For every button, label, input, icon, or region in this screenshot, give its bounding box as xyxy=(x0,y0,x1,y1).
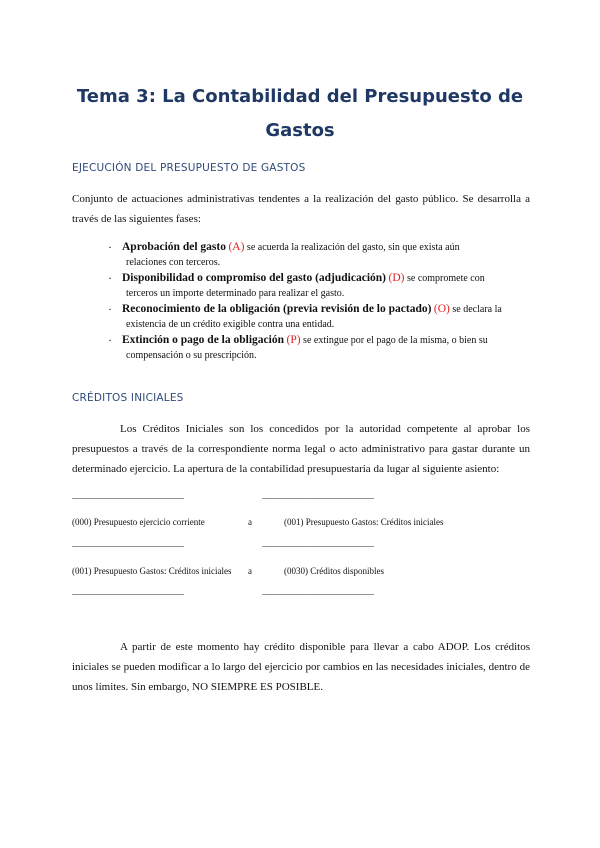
phase-desc: se declara la xyxy=(452,304,502,315)
list-item xyxy=(108,271,528,301)
phase-code: (O) xyxy=(433,303,450,315)
list-item xyxy=(108,302,528,332)
entry-debit: (000) Presupuesto ejercicio corriente xyxy=(72,517,205,527)
phase-desc-cont: compensación o su prescripción. xyxy=(126,350,257,361)
phase-term: Extinción o pago de la obligación xyxy=(122,334,284,346)
entry-separator: a xyxy=(248,566,252,576)
closing-paragraph: A partir de este momento hay crédito disponible para llevar a cabo ADOP. Los créditos iniciales se pueden modificar a lo largo del ejercicio por cambios en las necesidades iniciales, dentro de unos límites. Sin embargo, NO SIEMPRE ES POSIBLE. xyxy=(72,641,530,693)
phase-code: (P) xyxy=(286,334,301,346)
section-heading-creditos: CRÉDITOS INICIALES xyxy=(72,392,184,404)
phase-desc: se extingue por el pago de la misma, o bien su xyxy=(303,335,488,346)
entry-separator: a xyxy=(248,517,252,527)
separator-line: ------------------------------------------------------------- xyxy=(72,590,184,598)
phase-desc-cont: existencia de un crédito exigible contra una entidad. xyxy=(126,319,335,330)
creditos-paragraph: Los Créditos Iniciales son los concedidos por la autoridad competente al aprobar los presupuestos a través de la correspondiente norma legal o acto administrativo para gastar durante un determinado ejercicio. La apertura de la contabilidad presupuestaria da lugar al siguiente asiento: xyxy=(72,423,530,475)
phase-code: (D) xyxy=(388,272,405,284)
intro-paragraph: Conjunto de actuaciones administrativas tendentes a la realización del gasto público. Se desarrolla a través de las siguientes fases: xyxy=(72,193,530,225)
phase-term: Aprobación del gasto xyxy=(122,241,226,253)
phase-term: Reconocimiento de la obligación (previa revisión de lo pactado) xyxy=(122,303,432,315)
phases-list xyxy=(108,240,528,363)
entry-row xyxy=(72,566,532,580)
page-title: Tema 3: La Contabilidad del Presupuesto de Gastos xyxy=(76,86,524,141)
separator-line: ------------------------------------------------------------- xyxy=(262,494,374,502)
separator-line: ------------------------------------------------------------- xyxy=(72,542,184,550)
separator-line: ------------------------------------------------------------- xyxy=(262,590,374,598)
entry-row xyxy=(72,517,532,531)
section-heading-ejecucion: EJECUCIÓN DEL PRESUPUESTO DE GASTOS xyxy=(72,162,306,174)
entry-debit: (001) Presupuesto Gastos: Créditos iniciales xyxy=(72,566,232,576)
list-item xyxy=(108,333,528,363)
phase-desc-cont: relaciones con terceros. xyxy=(126,257,221,268)
phase-desc: se acuerda la realización del gasto, sin que exista aún xyxy=(246,242,460,253)
entry-credit: (001) Presupuesto Gastos: Créditos iniciales xyxy=(284,517,444,527)
phase-code: (A) xyxy=(228,241,245,253)
entry-credit: (0030) Créditos disponibles xyxy=(284,566,384,576)
list-item xyxy=(108,240,528,270)
phase-desc: se compromete con xyxy=(406,273,485,284)
separator-line: ------------------------------------------------------------- xyxy=(72,494,184,502)
phase-term: Disponibilidad o compromiso del gasto (adjudicación) xyxy=(122,272,387,284)
separator-line: ------------------------------------------------------------- xyxy=(262,542,374,550)
phase-desc-cont: terceros un importe determinado para realizar el gasto. xyxy=(126,288,345,299)
